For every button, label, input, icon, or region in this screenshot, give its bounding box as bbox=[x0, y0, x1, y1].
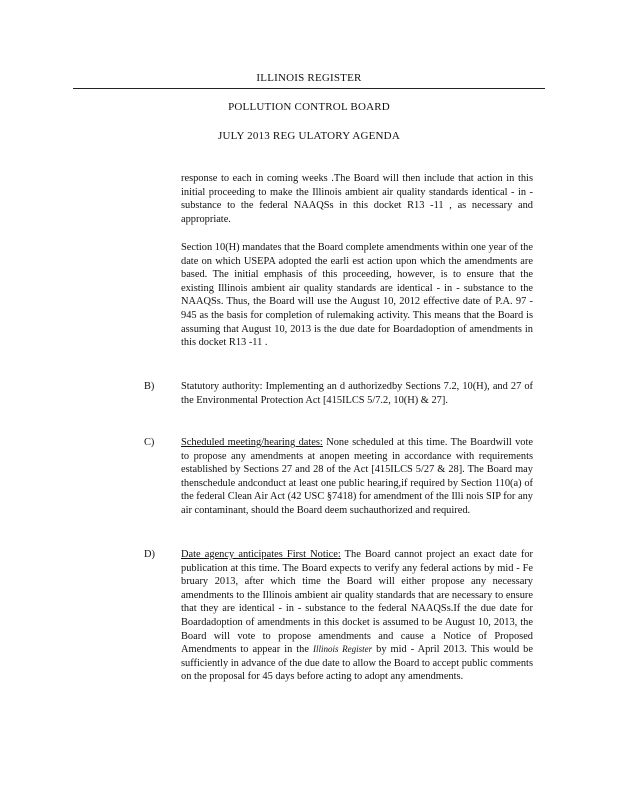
body-paragraph-1: response to each in coming weeks .The Board will then include that action in this initial proceeding to make the Illinois ambient air quality standards identical - in - substance to the federal NAAQSs in this docket R13 -11 , as necessary and appropriate. bbox=[181, 173, 533, 225]
item-label-b: B) bbox=[144, 381, 155, 392]
item-d-body-end: by mid - April 2013. This would be sufficiently in advance of the due date to allow the Board to accept public comments on the proposal for 45 days before acting to adopt any amendments. bbox=[181, 644, 533, 683]
item-label-d: D) bbox=[144, 549, 155, 560]
item-d-text bbox=[181, 548, 533, 684]
item-b-text bbox=[181, 380, 533, 407]
header-divider bbox=[73, 88, 545, 89]
item-d-heading: Date agency anticipates First Notice: bbox=[181, 549, 341, 560]
item-d-body: The Board cannot project an exact date for publication at this time. The Board expects to verify any federal actions by mid - Fe bruary 2013, after which time the Board will either propose any necessary amendments to the Illinois ambient air quality standards that are necessary to ensure that they are identical - in - substance to the federal NAAQSs.If the due date for Boardadoption of amendments in this docket is assumed to be August 10, 2013, the Board will vote to propose amendments and cause a Notice of Proposed Amendments to appear in the bbox=[181, 549, 533, 656]
item-c-heading: Scheduled meeting/hearing dates: bbox=[181, 437, 323, 448]
agenda-title-text: JULY 2013 REG ULATORY AGENDA bbox=[218, 130, 400, 142]
board-title-text: POLLUTION CONTROL BOARD bbox=[228, 101, 390, 113]
item-c-text bbox=[181, 436, 533, 518]
body-paragraph-2: Section 10(H) mandates that the Board complete amendments within one year of the date on which USEPA adopted the earli est action upon which the amendments are based. The initial emphasis of this proceeding, however, is to ensure that the existing Illinois ambient air quality standards are identical - in - substance to the NAAQSs. Thus, the Board will use the August 10, 2012 effective date of P.A. 97 - 945 as the basis for completion of rulemaking activity. This means that the Board is assuming that August 10, 2013 is the due date for Boardadoption of amendments in this docket R13 -11 . bbox=[181, 242, 533, 349]
board-title bbox=[0, 101, 618, 115]
item-b-body: Statutory authority: Implementing an d authorizedby Sections 7.2, 10(H), and 27 of the Environmental Protection Act [415ILCS 5/7.2, 10(H) & 27]. bbox=[181, 381, 533, 406]
register-title-text: ILLINOIS REGISTER bbox=[256, 72, 362, 84]
item-label-c: C) bbox=[144, 437, 155, 448]
item-d-italic-register: Illinois Register bbox=[312, 644, 373, 655]
register-title bbox=[0, 72, 618, 86]
agenda-title bbox=[0, 130, 618, 144]
item-c-body: None scheduled at this time. The Boardwill vote to propose any amendments at anopen meeting in accordance with requirements established by Sections 27 and 28 of the Act [415ILCS 5/27 & 28]. The Board may thenschedule andconduct at least one public hearing,if required by Section 110(a) of the federal Clean Air Act (42 USC §7418) for amendment of the Illi nois SIP for any air contaminant, should the Board deem suchauthorized and required. bbox=[181, 437, 534, 516]
